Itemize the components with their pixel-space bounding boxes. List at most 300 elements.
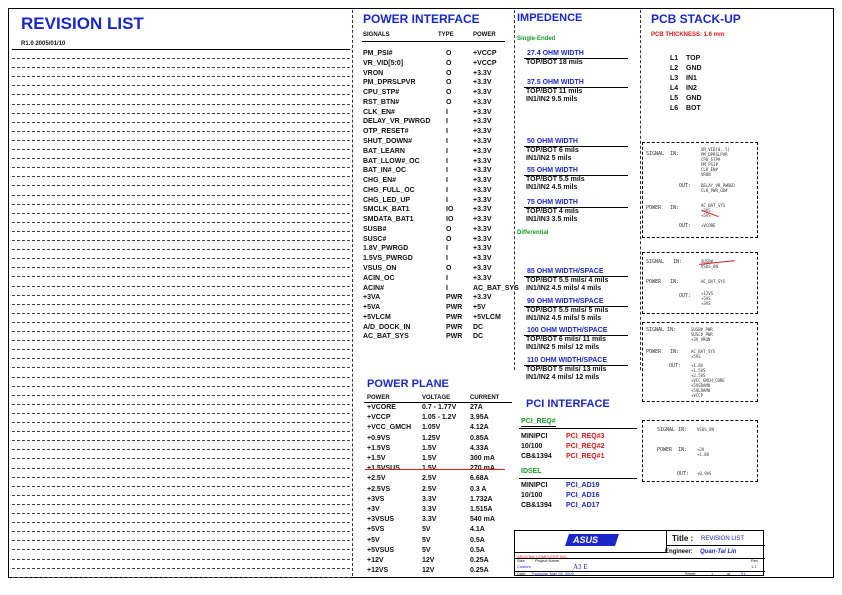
pi-type: O [446,59,452,67]
pi-signal: PM_PSI# [363,50,393,57]
revision-line [12,531,350,532]
revision-line [12,458,350,459]
column-divider-2 [514,10,515,370]
of-label: of [727,571,731,576]
pci-idsel-device: CB&1394 [521,502,552,509]
impedence-line: TOP/BOT 6 mils/ 11 mils [526,336,607,343]
pp-power: +1.5V [367,455,386,462]
pp-power: +5VS [367,526,385,534]
pi-power: +3.3V [473,147,492,155]
pi-signal: ACIN_OC [363,274,395,282]
pi-power: +3.3V [473,118,492,126]
power-plane-header-rule [364,402,512,403]
revision-line [12,404,350,405]
pi-type: I [446,118,448,126]
revision-line [12,313,350,314]
pp-voltage: 12V [422,557,435,564]
pci-idsel-signal: PCI_AD16 [566,492,600,499]
revision-line [12,167,350,168]
pi-signal: AC_BAT_SYS [363,333,409,341]
pi-type: O [446,264,452,272]
pi-power: +VCCP [473,59,497,67]
pi-power: +3.3V [473,255,492,263]
rev-label: Rev [751,558,759,563]
pp-voltage: 3.3V [422,495,437,503]
revision-line [12,413,350,414]
pci-req-rule [519,428,637,429]
revision-line [12,422,350,423]
impedence-line: TOP/BOT 4 mils [526,208,579,215]
pi-power: DC [473,323,484,331]
size-value: Custom [517,564,531,569]
revision-line [12,122,350,123]
revision-line [12,276,350,277]
revision-line [12,222,350,223]
impedence-group-head: 37.5 OHM WIDTH [527,79,584,86]
pi-signal: CPU_STP# [363,89,400,97]
pp-current: 0.25A [470,567,489,575]
title-label: Title : [672,534,694,543]
revision-line [12,76,350,77]
pp-current: 1.732A [470,495,493,503]
impedence-group-head: 90 OHM WIDTH/SPACE [527,298,604,305]
pi-power: +3.3V [473,108,492,116]
pp-current: 0.5A [470,546,485,554]
schematic-block-1: SIGNAL IN: POWER IN: OUT: OUT: VR_VID[0..5] PM_DPRSLPVR CPU_STP# PM_PSI# CLK_EN# VRON DELAY_VR_PWRGD CLK_PWR_GD# AC_BAT_SYS +3VS +5VS +VCORE [642,142,758,238]
impedence-line: IN1/IN2 9.5 mils [526,96,578,103]
pci-req-signal: PCI_REQ#1 [566,453,605,460]
pi-power: +3.3V [473,264,492,272]
revision-line [12,349,350,350]
pp-power: +2.5VS [367,485,391,493]
pci-req-device: 10/100 [521,443,543,450]
logo-area [515,531,667,553]
pp-power: +12VS [367,567,389,575]
revision-line [12,185,350,186]
pi-signal: RST_BTN# [363,98,400,106]
pi-type: O [446,89,452,97]
pcb-layer-name: IN2 [686,85,697,92]
schematic-block-2: SIGNAL IN: POWER IN: OUT: SUSB# VSUS_ON AC_BAT_SYS +12VS +5VS +3VS [642,252,758,314]
pi-type: PWR [446,304,463,311]
pci-idsel-heading: IDSEL [521,468,542,475]
title-rule [667,545,765,546]
pp-current: 0.25A [470,557,489,564]
pi-signal: +5VLCM [363,313,391,321]
revision-line [12,131,350,132]
pcb-layer-id: L5 [670,95,679,102]
revision-line [12,504,350,505]
pi-power: +3.3V [473,245,492,253]
pi-type: I [446,255,448,263]
pi-type: PWR [446,323,463,331]
pp-power: +3VS [367,495,385,503]
pi-power: +3.3V [473,177,492,184]
pi-power: +3.3V [473,206,492,214]
pci-req-signal: PCI_REQ#3 [566,433,605,440]
pi-power: +3.3V [473,98,492,106]
pi-type: I [446,167,448,175]
revision-line [12,267,350,268]
revision-line [12,440,350,441]
revision-line [12,213,350,214]
impedence-line: TOP/BOT 6 mils [526,147,579,154]
pcb-layer-name: GND [686,95,702,102]
revision-line [12,495,350,496]
pi-type: I [446,108,448,116]
pi-power: +3.3V [473,137,492,145]
revision-line [12,377,350,378]
pi-power: +3.3V [473,225,492,233]
pp-current: 6.68A [470,475,489,483]
revision-line [12,231,350,232]
pi-power: +3.3V [473,216,492,224]
pcb-layer-name: BOT [686,105,701,112]
pcb-layer-name: IN1 [686,75,697,82]
pci-idsel-device: MINIPCI [521,482,548,489]
pi-signal: 1.5VS_PWRGD [363,255,413,263]
title-block [514,530,764,576]
revision-line [12,431,350,432]
pi-signal: SHUT_DOWN# [363,137,413,145]
revision-top-rule [12,49,350,50]
pi-type: O [446,50,452,57]
power-plane-header-power: POWER [367,395,390,401]
revision-line [12,104,350,105]
pi-signal: VSUS_ON [363,264,397,272]
pi-type: PWR [446,294,463,302]
pci-req-device: CB&1394 [521,453,552,460]
pi-signal: 1.8V_PWRGD [363,245,409,253]
pi-signal: ACIN# [363,284,385,292]
revision-line [12,340,350,341]
power-plane-header-voltage: VOLTAGE [422,395,451,401]
revision-line [12,477,350,478]
pi-power: +3.3V [473,186,492,194]
pi-signal: CLK_EN# [363,108,395,116]
revision-line [12,85,350,86]
pp-voltage: 5V [422,546,431,554]
pi-power: +3.3V [473,157,492,165]
revision-line [12,286,350,287]
impedence-line: TOP/BOT 18 mils [526,59,583,66]
pp-power: +3VSUS [367,516,395,524]
pi-type: O [446,69,452,77]
pi-type: PWR [446,313,463,321]
pcb-layer-name: GND [686,65,702,72]
pp-current: 300 mA [470,455,495,462]
pp-power: +VCORE [367,404,396,411]
pp-current: 0.85A [470,434,489,442]
pi-power: +3.3V [473,167,492,175]
pp-current: 27A [470,404,483,411]
revision-line [12,331,350,332]
pp-current: 4.33A [470,444,489,452]
impedence-group-head: 100 OHM WIDTH/SPACE [527,327,608,334]
pi-signal: OTP_RESET# [363,128,409,136]
pcb-layer-id: L2 [670,65,679,72]
impedence-line: IN1/IN2 4.5 mils/ 4 mils [526,285,602,292]
pi-power: +3.3V [473,274,492,282]
impedence-line: TOP/BOT 5.5 mils/ 5 mils [526,307,609,314]
pp-voltage: 2.5V [422,475,437,483]
pp-voltage: 1.5V [422,455,437,462]
pcb-thickness: PCB THICKNESS: 1.6 mm [651,32,725,38]
pi-power: +5VLCM [473,313,501,321]
pi-power: +3.3V [473,79,492,87]
pcb-stackup-title: PCB STACK-UP [651,12,741,26]
revision-line [12,468,350,469]
pci-req-signal: PCI_REQ#2 [566,443,605,450]
pp-voltage: 12V [422,567,435,575]
pi-type: I [446,196,448,204]
pp-power: +3V [367,506,380,513]
title-value: REVISION LIST [701,536,745,542]
pi-signal: VRON [363,69,384,77]
impedence-line: IN1/IN2 4 mils/ 12 mils [526,374,600,381]
pp-voltage: 2.5V [422,485,437,493]
revision-line [12,549,350,550]
pci-req-device: MINIPCI [521,433,548,440]
project-name: A3 E [573,563,588,571]
revision-line [12,304,350,305]
pi-type: IO [446,216,454,224]
asus-logo-text: ASUS [573,535,599,545]
date-value: Thursday, May 05, 2005 [531,571,574,576]
column-divider-3 [640,10,641,370]
pi-type: I [446,147,448,155]
revision-line [12,158,350,159]
revision-line [12,322,350,323]
revision-line [12,367,350,368]
revision-line [12,140,350,141]
revision-line [12,513,350,514]
revision-line [12,58,350,59]
pi-power: +3.3V [473,294,492,302]
pp-power: +1.5VSUS [367,465,400,473]
pi-type: O [446,98,452,106]
revision-line [12,395,350,396]
pi-power: DC [473,333,484,341]
impedence-title: IMPEDENCE [517,12,583,24]
pp-current: 4.12A [470,424,489,432]
pi-power: +3.3V [473,69,492,77]
column-divider-1 [352,10,353,576]
pi-power: +3.3V [473,235,492,243]
size-label: Size [517,558,525,563]
pi-signal: VR_VID[5:0] [363,59,404,67]
pp-current: 0.3 A [470,485,487,493]
revision-line [12,258,350,259]
impedence-single-ended: Single-Ended [517,36,556,42]
power-interface-title: POWER INTERFACE [363,12,480,26]
pi-type: PWR [446,333,463,341]
pi-signal: CHG_LED_UP [363,196,411,204]
impedence-line: IN1/IN3 3.5 mils [526,216,578,223]
revision-title: REVISION LIST [21,14,144,33]
power-interface-header-type: TYPE [438,32,454,38]
revision-line [12,113,350,114]
pi-type: I [446,284,448,292]
revision-line [12,386,350,387]
pi-type: I [446,245,448,253]
pi-signal: SMCLK_BAT1 [363,206,410,214]
power-plane-title: POWER PLANE [367,378,449,390]
pci-idsel-signal: PCI_AD19 [566,482,600,489]
schematic-block-3: SIGNAL IN: POWER IN: OUT: SUSB#_PWR SUSC#_PWR +3V_VRON AC_BAT_SYS +5VS +1.8V +1.5VS +2.5VS +VCC_GMCH_CORE +5VSRAM0 +5VLRAM0 +VCCP [642,322,758,402]
pi-power: +3.3V [473,128,492,136]
impedence-line: TOP/BOT 5.5 mils [526,176,585,183]
pp-current: 540 mA [470,516,495,524]
sheet-label: Sheet [685,571,696,576]
company-name: ASUSTeK COMPUTER INC. [517,554,568,559]
revision-line [12,240,350,241]
impedence-group-head: 27.4 OHM WIDTH [527,50,584,57]
pp-current: 0.5A [470,536,485,544]
pi-power: +3.3V [473,196,492,204]
pp-power: +0.9VS [367,434,391,442]
pi-type: I [446,177,448,184]
pp-current: 270 mA [470,465,495,473]
revision-line [12,176,350,177]
pp-power: +1.5VS [367,444,391,452]
pi-signal: DELAY_VR_PWRGD [363,118,431,126]
pp-voltage: 1.05V [422,424,441,432]
power-interface-header-power: POWER [473,32,496,38]
pi-signal: SMDATA_BAT1 [363,216,414,224]
pp-power: +VCCP [367,414,391,422]
revision-line [12,449,350,450]
pi-type: IO [446,206,454,214]
pp-voltage: 3.3V [422,516,437,524]
pi-signal: BAT_LEARN [363,147,405,155]
pci-interface-title: PCI INTERFACE [526,398,610,410]
pi-signal: BAT_IN#_OC [363,167,407,175]
revision-line [12,577,350,578]
impedence-group-head: 50 OHM WIDTH [527,138,578,145]
pp-power: +VCC_GMCH [367,424,412,432]
impedence-differential: Differential [517,230,549,236]
revision-line [12,559,350,560]
date-label: Date [517,571,526,576]
pp-current: 1.515A [470,506,493,513]
pi-signal: PM_DPRSLPVR [363,79,416,87]
pi-power: +VCCP [473,50,497,57]
pcb-layer-name: TOP [686,55,701,62]
revision-line [12,67,350,68]
revision-line [12,149,350,150]
revision-line [12,522,350,523]
pci-idsel-rule [519,478,637,479]
engineer-label: Engineer: [665,549,693,555]
pp-voltage: 3.3V [422,506,437,513]
pp-voltage: 1.5V [422,444,437,452]
revision-entry: R1.0 2005/01/10 [21,41,66,47]
pi-signal: CHG_FULL_OC [363,186,415,194]
of-value: 51 [741,571,746,576]
pi-type: O [446,79,452,87]
pci-idsel-device: 10/100 [521,492,543,499]
revision-line [12,295,350,296]
pp-power: +12V [367,557,384,564]
revision-line [12,568,350,569]
impedence-group-head: 75 OHM WIDTH [527,199,578,206]
power-plane-header-current: CURRENT [470,395,500,401]
power-interface-header-rule [362,41,505,42]
pi-signal: SUSB# [363,225,387,233]
pi-type: I [446,128,448,136]
pp-power: +5VSUS [367,546,395,554]
pci-idsel-signal: PCI_AD17 [566,502,600,509]
impedence-line: TOP/BOT 11 mils [526,88,583,95]
impedence-line: IN1/IN2 4.5 mils [526,184,578,191]
impedence-line: IN1/IN2 5 mils/ 12 mils [526,344,600,351]
pi-type: I [446,157,448,165]
revision-line [12,358,350,359]
pp-voltage: 0.7 - 1.77V [422,404,457,411]
pi-power: +3.3V [473,89,492,97]
pp-voltage: 1.25V [422,434,441,442]
revision-line [12,540,350,541]
pi-signal: +5VA [363,304,381,311]
pcb-layer-id: L6 [670,105,679,112]
revision-line [12,195,350,196]
pcb-layer-id: L3 [670,75,679,82]
pp-voltage: 5V [422,526,431,534]
pi-power: +5V [473,304,486,311]
pp-power: +5V [367,536,380,544]
pi-signal: CHG_EN# [363,177,397,184]
pi-signal: BAT_LLOW#_OC [363,157,420,165]
power-interface-header-signals: SIGNALS [363,32,390,38]
sheet-value: 1 [711,571,714,576]
impedence-group-head: 110 OHM WIDTH/SPACE [527,357,607,364]
pi-signal: A/D_DOCK_IN [363,323,411,331]
pp-voltage: 5V [422,536,431,544]
pi-type: I [446,274,448,282]
pi-signal: +3VA [363,294,381,302]
impedence-group-head: 85 OHM WIDTH/SPACE [527,268,604,275]
pi-signal: SUSC# [363,235,387,243]
pi-type: I [446,137,448,145]
revision-line [12,486,350,487]
pp-voltage: 1.05 - 1.2V [422,414,457,422]
pp-current: 4.1A [470,526,485,534]
impedence-line: TOP/BOT 5 mils/ 13 mils [526,366,607,373]
pi-type: O [446,225,452,233]
revision-line [12,94,350,95]
rev-value: 1.1 [751,564,757,569]
revision-line [12,204,350,205]
impedence-line: IN1/IN2 4.5 mils/ 5 mils [526,315,602,322]
pp-strike [365,469,505,470]
impedence-line: TOP/BOT 5.5 mils/ 4 mils [526,277,609,284]
pi-power: AC_BAT_SYS [473,284,519,292]
revision-line [12,249,350,250]
pcb-layer-id: L4 [670,85,679,92]
pp-voltage: 1.5V [422,465,437,473]
engineer-value: Quan-Tai Lin [700,549,737,555]
impedence-line: IN1/IN2 5 mils [526,155,572,162]
pp-power: +2.5V [367,475,386,483]
pcb-layer-id: L1 [670,55,679,62]
pp-current: 3.95A [470,414,489,422]
pi-type: I [446,186,448,194]
impedence-group-head: 55 OHM WIDTH [527,167,578,174]
pi-type: O [446,235,452,243]
schematic-block-4: SIGNAL IN: POWER IN: OUT: VSUS_ON +3V +1.8V +0.9VS [642,420,758,482]
pci-req-heading: PCI_REQ# [521,418,556,425]
